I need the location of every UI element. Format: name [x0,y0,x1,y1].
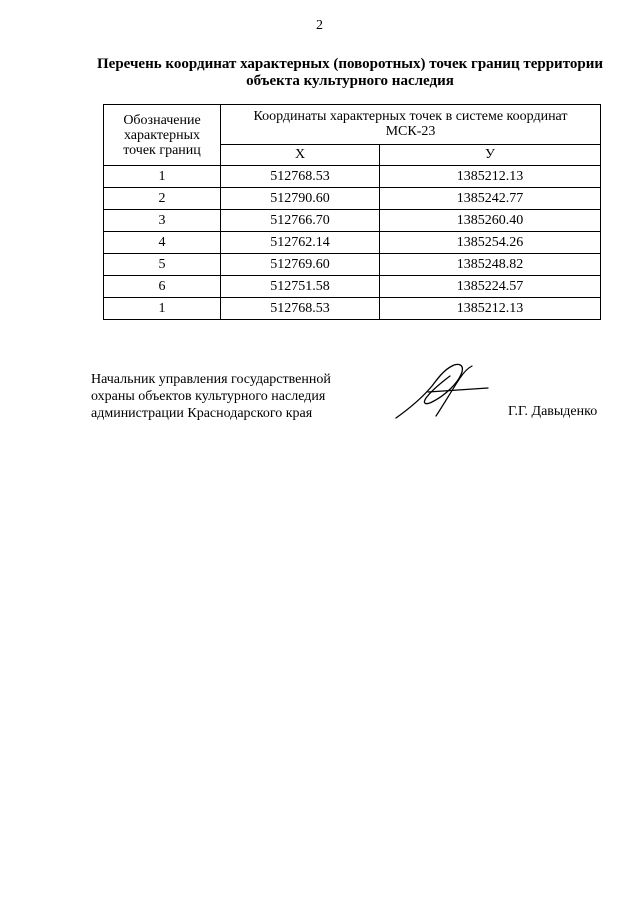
y-cell: 1385254.26 [380,232,601,254]
y-cell: 1385212.13 [380,166,601,188]
table-row [104,298,601,320]
page-number: 2 [316,18,323,33]
table-row [104,166,601,188]
title-line-1: Перечень координат характерных (поворотных) точек границ территории [97,56,603,72]
x-cell: 512769.60 [221,254,380,276]
point-header-line-3: точек границ [123,142,201,158]
y-cell: 1385224.57 [380,276,601,298]
x-cell: 512751.58 [221,276,380,298]
position-line-2: охраны объектов культурного наследия [91,389,326,404]
table-row [104,276,601,298]
point-cell: 2 [104,188,221,210]
table-row [104,254,601,276]
y-cell: 1385212.13 [380,298,601,320]
point-cell: 1 [104,166,221,188]
point-cell: 3 [104,210,221,232]
y-cell: 1385242.77 [380,188,601,210]
position-line-3: администрации Краснодарского края [91,406,313,421]
point-cell: 1 [104,298,221,320]
y-cell: 1385248.82 [380,254,601,276]
point-column-header [104,105,221,166]
handwritten-signature [392,360,492,422]
point-header-line-2: характерных [123,127,201,143]
position-line-1: Начальник управления государственной [91,372,331,387]
table-row [104,210,601,232]
x-cell: 512766.70 [221,210,380,232]
x-cell: 512768.53 [221,166,380,188]
point-header-line-1: Обозначение [123,112,201,128]
point-cell: 4 [104,232,221,254]
table-row [104,232,601,254]
title-line-2: объекта культурного наследия [246,73,454,89]
y-column-header: У [380,144,601,165]
document-title [60,56,639,90]
signer-name: Г.Г. Давыденко [508,404,598,419]
point-cell: 6 [104,276,221,298]
y-cell: 1385260.40 [380,210,601,232]
coordinates-table [103,104,601,320]
coordinates-group-header [221,105,601,145]
coords-header-line-1: Координаты характерных точек в системе координат [253,109,568,125]
x-cell: 512768.53 [221,298,380,320]
point-cell: 5 [104,254,221,276]
signer-position [91,371,331,422]
x-cell: 512790.60 [221,188,380,210]
x-column-header: X [221,144,380,165]
coords-header-line-2: МСК-23 [385,124,436,140]
x-cell: 512762.14 [221,232,380,254]
table-row [104,188,601,210]
